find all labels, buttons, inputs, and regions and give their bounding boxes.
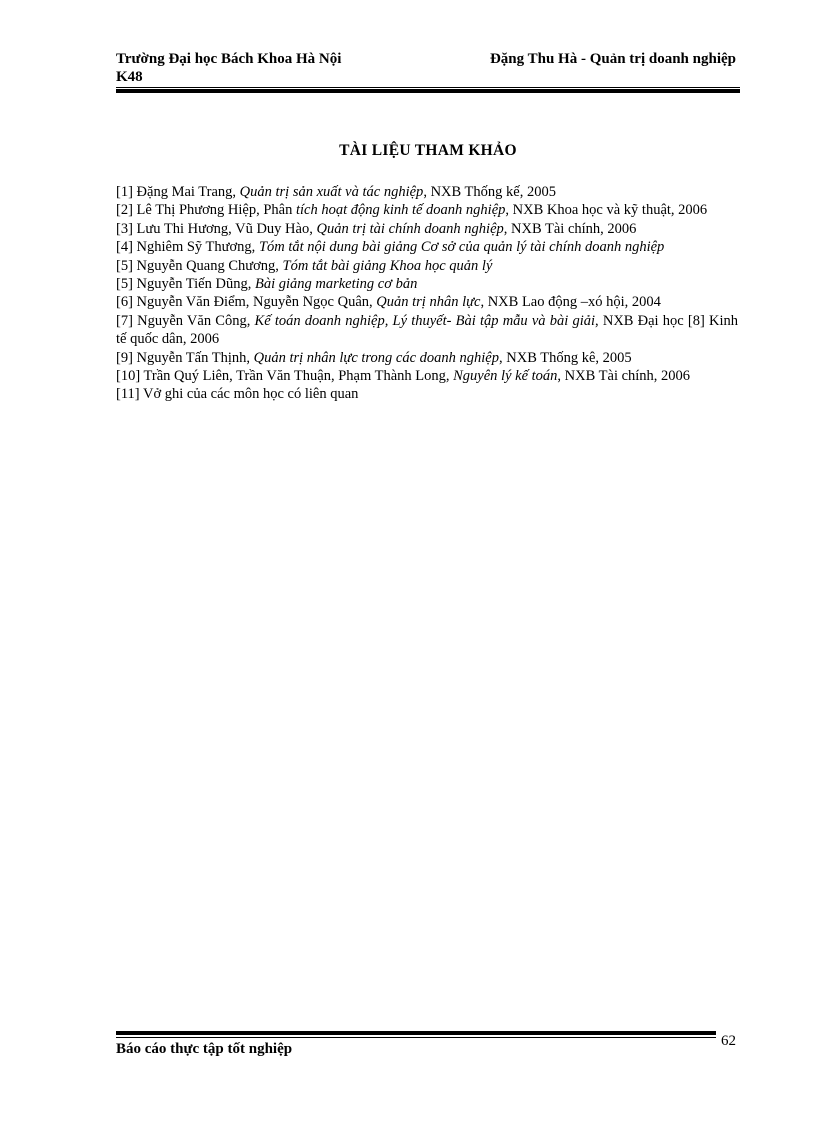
reference-title: tích hoạt động kinh tế doanh nghiệp [295, 202, 506, 219]
reference-item [116, 367, 738, 385]
reference-item [116, 312, 738, 349]
reference-text: [1] Đặng Mai Trang, [116, 184, 240, 200]
reference-item [116, 385, 738, 403]
reference-title: Tóm tắt bài giảng Khoa học quản lý [282, 257, 493, 274]
reference-item [116, 220, 738, 238]
reference-title: Quản trị sản xuất và tác nghiệp [239, 184, 424, 200]
reference-publisher: , NXB Khoa học và kỹ thuật, 2006 [505, 202, 708, 219]
header-author-major: Đặng Thu Hà - Quản trị doanh nghiệp [489, 51, 736, 67]
footer-divider-thick [116, 1031, 716, 1035]
reference-publisher: , NXB Tài chính, 2006 [557, 368, 691, 385]
reference-item [116, 293, 738, 311]
reference-text: [2] Lê Thị Phương Hiệp, Phân [116, 202, 296, 219]
reference-title: Kế toán doanh nghiệp, Lý thuyết- Bài tập mẫu và bài giải [254, 312, 596, 329]
reference-text: [9] Nguyễn Tấn Thịnh, [116, 349, 254, 366]
reference-title: Tóm tắt nội dung bài giảng Cơ sở của quản lý tài chính doanh nghiệp [258, 239, 665, 256]
header-school-name: Trường Đại học Bách Khoa Hà Nội [116, 51, 342, 67]
reference-title: Quản trị tài chính doanh nghiệp [316, 220, 504, 237]
reference-title: Bài giảng marketing cơ bản [254, 276, 418, 293]
reference-publisher: , NXB Thống kê, 2005 [499, 349, 632, 366]
footer-report-title: Báo cáo thực tập tốt nghiệp [116, 1041, 293, 1057]
reference-text: [4] Nghiêm Sỹ Thương, [116, 239, 259, 256]
reference-publisher: , NXB Thống kế, 2005 [423, 184, 556, 200]
reference-text: [5] Nguyễn Quang Chương, [116, 257, 283, 274]
reference-item [116, 349, 738, 367]
reference-list [116, 183, 738, 404]
reference-publisher: , NXB Tài chính, 2006 [503, 220, 637, 237]
footer-divider-thin [116, 1037, 716, 1038]
page-title: TÀI LIỆU THAM KHẢO [339, 142, 517, 159]
reference-item [116, 257, 738, 275]
reference-text: [5] Nguyễn Tiến Dũng, [116, 276, 255, 293]
reference-text: [10] Trần Quý Liên, Trần Văn Thuận, Phạm Thành Long, [116, 368, 454, 385]
reference-text: [6] Nguyễn Văn Điểm, Nguyễn Ngọc Quân, [116, 294, 377, 311]
reference-item [116, 201, 738, 219]
reference-text: [7] Nguyễn Văn Công, [116, 312, 255, 329]
reference-text: [3] Lưu Thi Hương, Vũ Duy Hào, [116, 220, 317, 237]
page-number: 62 [721, 1033, 736, 1049]
reference-text: [11] Vở ghi của các môn học có liên quan [116, 386, 359, 403]
header-class-code: K48 [116, 69, 143, 85]
reference-item [116, 275, 738, 293]
reference-publisher: , NXB Đại học [8] Kinh tế quốc dân, 2006 [116, 312, 739, 348]
reference-title: Quản trị nhân lực trong các doanh nghiệp [253, 349, 499, 366]
reference-item [116, 238, 738, 256]
reference-publisher: , NXB Lao động –xó hội, 2004 [480, 294, 661, 311]
header-divider-thick [116, 89, 740, 93]
reference-item [116, 183, 738, 201]
header-institution [116, 50, 341, 86]
header-divider-thin [116, 87, 740, 88]
reference-title: Nguyên lý kế toán [453, 368, 558, 385]
reference-title: Quản trị nhân lực [376, 294, 481, 311]
